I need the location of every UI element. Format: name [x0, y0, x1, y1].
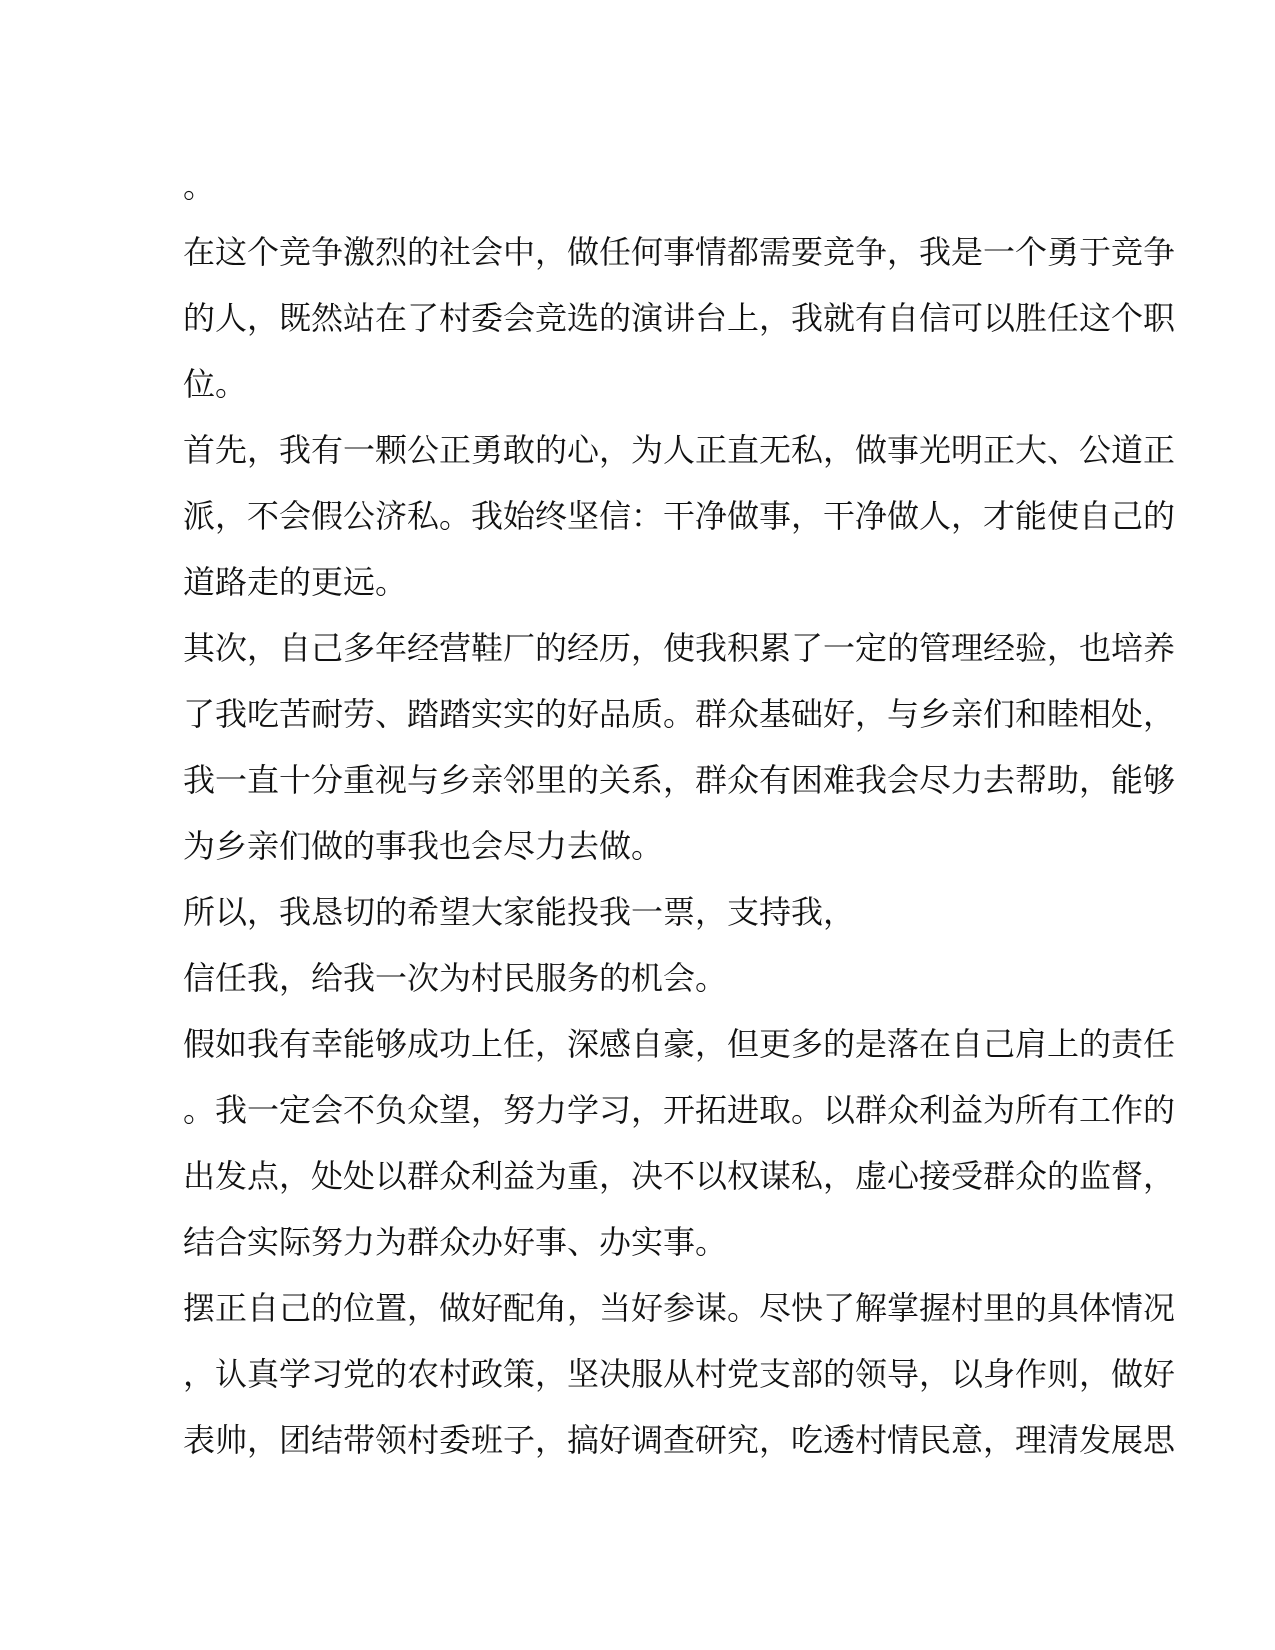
text-line: ，认真学习党的农村政策，坚决服从村党支部的领导，以身作则，做好 — [183, 1355, 1176, 1393]
text-line: 所以，我恳切的希望大家能投我一票，支持我， — [183, 893, 856, 931]
text-line: 结合实际努力为群众办好事、办实事。 — [183, 1223, 728, 1261]
text-line: 道路走的更远。 — [183, 563, 408, 601]
text-line: 信任我，给我一次为村民服务的机会。 — [183, 959, 728, 997]
text-line: 。我一定会不负众望，努力学习，开拓进取。以群众利益为所有工作的 — [183, 1091, 1176, 1129]
text-line: 出发点，处处以群众利益为重，决不以权谋私，虚心接受群众的监督， — [183, 1157, 1176, 1195]
text-line: 位。 — [183, 365, 248, 403]
text-line: 表帅，团结带领村委班子，搞好调查研究，吃透村情民意，理清发展思 — [183, 1421, 1176, 1459]
text-line: 了我吃苦耐劳、踏踏实实的好品质。群众基础好，与乡亲们和睦相处， — [183, 695, 1176, 733]
text-line: 的人，既然站在了村委会竞选的演讲台上，我就有自信可以胜任这个职 — [183, 299, 1176, 337]
text-line: 在这个竞争激烈的社会中，做任何事情都需要竞争，我是一个勇于竞争 — [183, 233, 1176, 271]
text-line: 我一直十分重视与乡亲邻里的关系，群众有困难我会尽力去帮助，能够 — [183, 761, 1176, 799]
text-line: 首先，我有一颗公正勇敢的心，为人正直无私，做事光明正大、公道正 — [183, 431, 1176, 469]
text-line: 假如我有幸能够成功上任，深感自豪，但更多的是落在自己肩上的责任 — [183, 1025, 1176, 1063]
text-line: 派，不会假公济私。我始终坚信：干净做事，干净做人，才能使自己的 — [183, 497, 1176, 535]
text-line: 为乡亲们做的事我也会尽力去做。 — [183, 827, 664, 865]
text-line: 。 — [183, 167, 216, 205]
text-line: 其次，自己多年经营鞋厂的经历，使我积累了一定的管理经验，也培养 — [183, 629, 1176, 667]
speech-text — [183, 153, 1176, 1473]
text-line: 摆正自己的位置，做好配角，当好参谋。尽快了解掌握村里的具体情况 — [183, 1289, 1176, 1327]
